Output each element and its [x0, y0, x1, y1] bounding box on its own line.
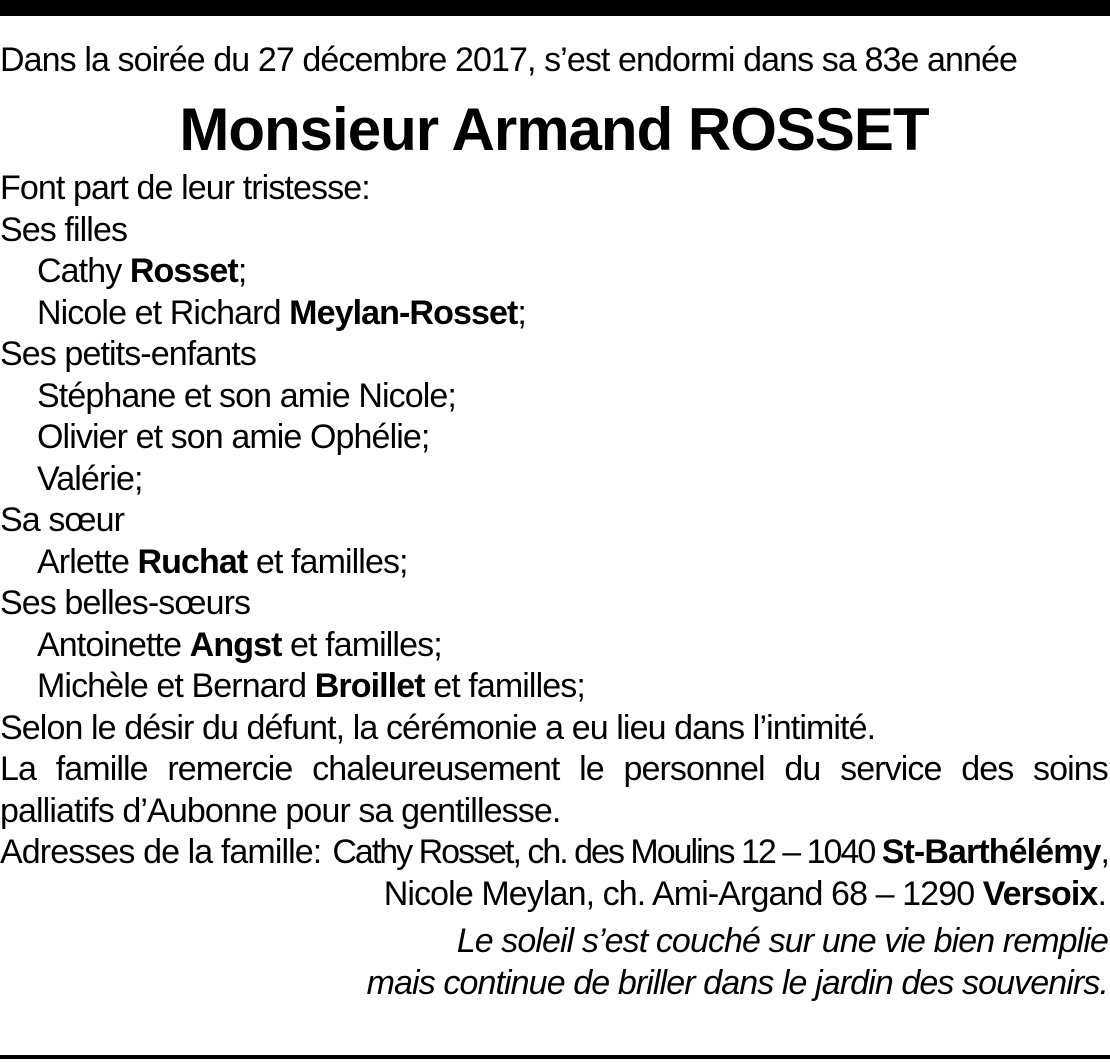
entry-tail: et familles;: [424, 667, 585, 705]
family-entry: Olivier et son amie Ophélie;: [37, 418, 430, 456]
grandchildren-heading: Ses petits-enfants: [0, 335, 256, 373]
thanks-word: des: [961, 750, 1014, 788]
address-1: [321, 832, 1108, 874]
thanks-word: personnel: [623, 750, 765, 788]
entry-tail: et familles;: [247, 542, 408, 581]
thanks-word: remercie: [167, 750, 293, 788]
thanks-word: du: [784, 750, 821, 788]
entry-tail: et familles;: [281, 625, 442, 664]
family-entry: [0, 625, 1108, 667]
ceremony-line: Selon le désir du défunt, la cérémonie a eu lieu dans l’intimité.: [0, 708, 876, 747]
address-2-street: Nicole Meylan, ch. Ami-Argand 68 – 1290: [383, 874, 983, 913]
address-2-city: Versoix: [982, 874, 1098, 913]
address-1-tail: ,: [1100, 833, 1108, 871]
deceased-name: Monsieur Armand ROSSET: [179, 96, 929, 163]
thanks-word: soins: [1033, 750, 1108, 788]
family-entry: Stéphane et son amie Nicole;: [37, 376, 456, 415]
address-row-2: [0, 874, 1108, 916]
daughters-heading: Ses filles: [0, 210, 128, 249]
family-entry: [0, 293, 1108, 335]
bottom-rule: [0, 1055, 1110, 1059]
thanks-word: famille: [55, 750, 148, 788]
entry-first: Cathy: [37, 252, 130, 290]
quote-line-1: Le soleil s’est couché sur une vie bien remplie: [456, 922, 1108, 960]
family-entry: [0, 666, 1108, 708]
entry-surname: Angst: [189, 625, 282, 664]
thanks-word: le: [579, 750, 604, 788]
address-row-1: [0, 832, 1108, 874]
entry-first: Michèle et Bernard: [37, 667, 315, 705]
intro-line: Dans la soirée du 27 décembre 2017, s’est endormi dans sa 83e année: [0, 41, 1018, 79]
entry-first: Nicole et Richard: [37, 293, 290, 332]
addresses-label: Adresses de la famille:: [0, 833, 322, 871]
entry-tail: ;: [517, 293, 526, 332]
sister-heading: Sa sœur: [0, 501, 125, 539]
sisters-in-law-heading: Ses belles-sœurs: [0, 584, 251, 622]
address-1-street: Cathy Rosset, ch. des Moulins 12 – 1040: [332, 833, 882, 871]
top-rule: [0, 0, 1110, 16]
thanks-word: service: [840, 750, 942, 788]
obituary-notice: [0, 30, 1108, 1004]
thanks-line-1: [0, 749, 1108, 791]
family-entry: [0, 542, 1108, 584]
address-2-tail: .: [1097, 874, 1106, 913]
entry-surname: Broillet: [314, 667, 425, 705]
entry-surname: Meylan-Rosset: [289, 293, 518, 332]
address-1-city: St-Barthélémy: [881, 833, 1101, 871]
thanks-word: La: [0, 750, 37, 788]
family-entry: [0, 251, 1108, 293]
entry-surname: Rosset: [129, 252, 238, 290]
lead-line: Font part de leur tristesse:: [0, 169, 370, 207]
entry-surname: Ruchat: [137, 542, 248, 581]
quote-line-2: mais continue de briller dans le jardin des souvenirs.: [366, 963, 1108, 1002]
entry-first: Arlette: [37, 542, 138, 581]
entry-first: Antoinette: [37, 625, 190, 664]
family-entry: Valérie;: [37, 459, 143, 498]
thanks-line-2: palliatifs d’Aubonne pour sa gentillesse.: [0, 791, 561, 830]
entry-tail: ;: [237, 252, 247, 290]
thanks-word: chaleureusement: [312, 750, 560, 788]
